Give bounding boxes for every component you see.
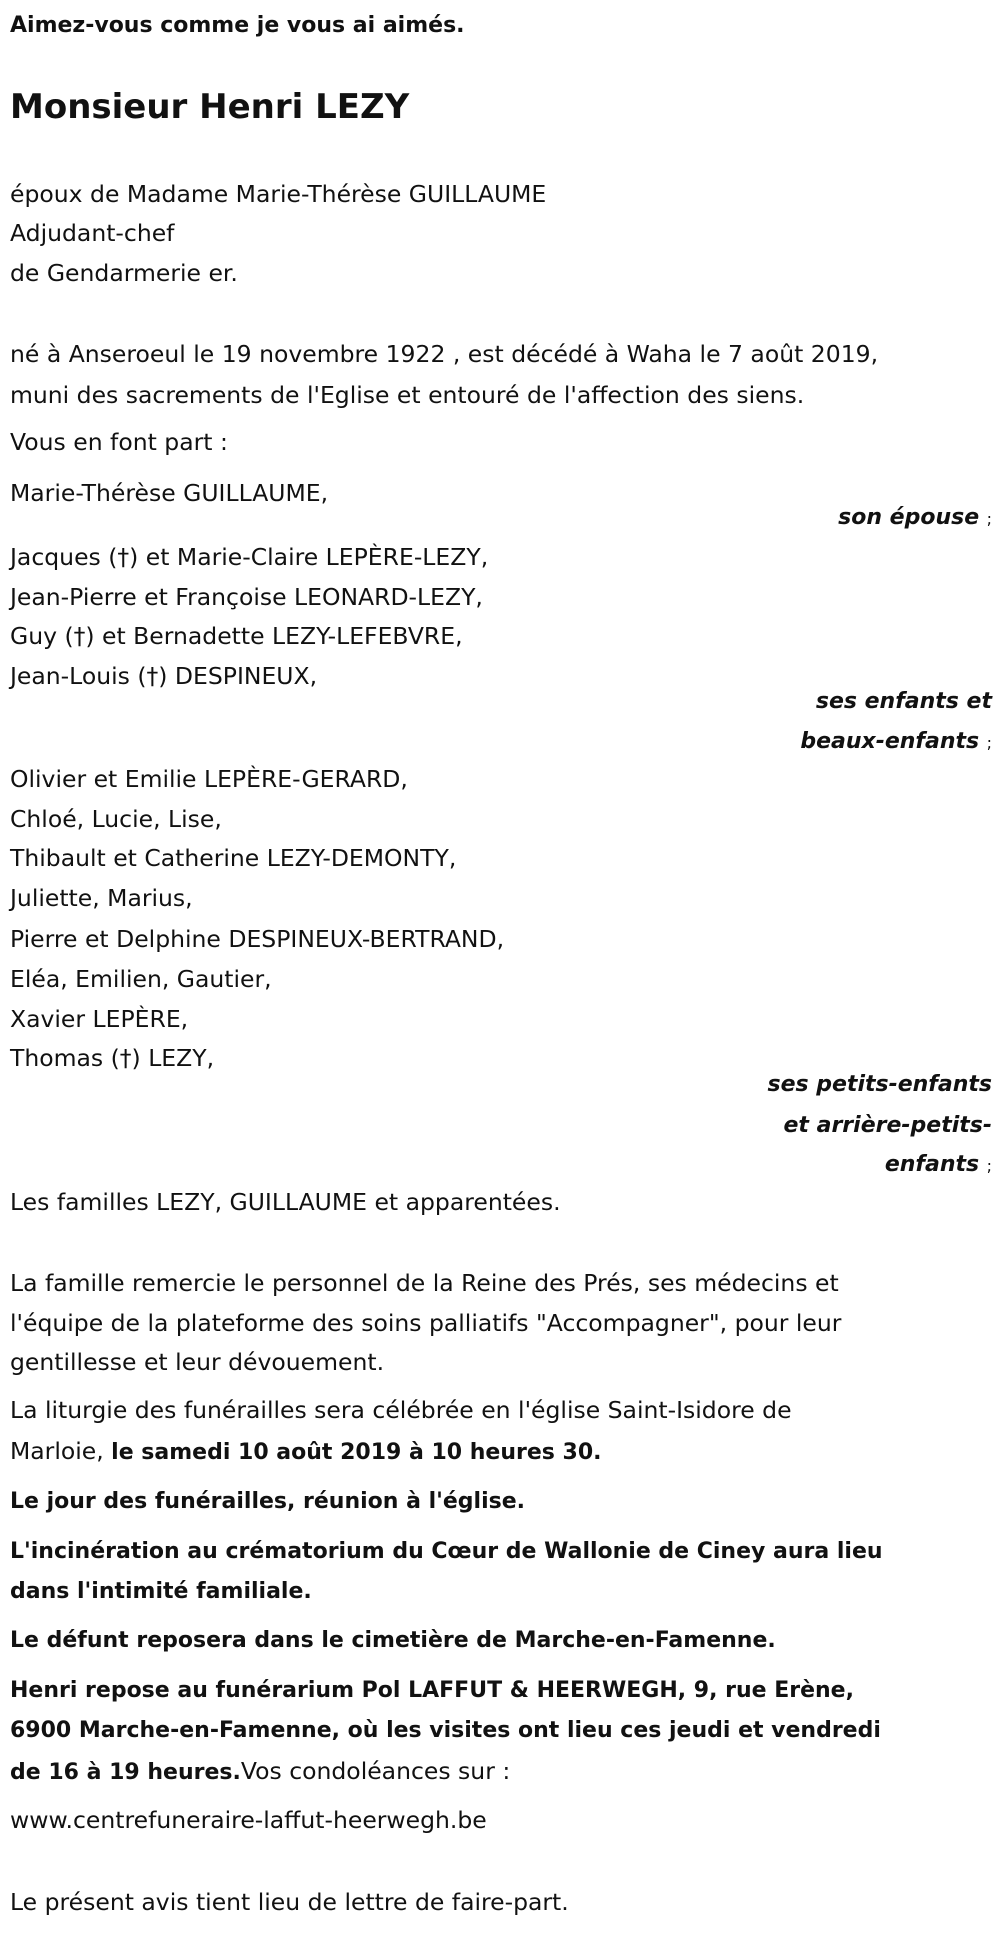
birth-death-line: né à Anseroeul le 19 novembre 1922 , est décédé à Waha le 7 août 2019, bbox=[10, 340, 879, 368]
visit-line: de 16 à 19 heures.Vos condoléances sur : bbox=[10, 1757, 511, 1785]
thanks-line: La famille remercie le personnel de la Reine des Prés, ses médecins et bbox=[10, 1269, 839, 1297]
deceased-name: Monsieur Henri LEZY bbox=[10, 87, 410, 127]
child-name: Guy (†) et Bernadette LEZY-LEFEBVRE, bbox=[10, 622, 463, 650]
relation-label: son épouse ; bbox=[838, 505, 992, 530]
grandchild-name: Thibault et Catherine LEZY-DEMONTY, bbox=[10, 844, 457, 872]
burial: Le défunt reposera dans le cimetière de Marche-en-Famenne. bbox=[10, 1628, 776, 1653]
liturgy-line: Marloie, le samedi 10 août 2019 à 10 heures 30. bbox=[10, 1437, 602, 1465]
intro-line: époux de Madame Marie-Thérèse GUILLAUME bbox=[10, 180, 547, 208]
relation-label: beaux-enfants ; bbox=[800, 729, 992, 754]
grandchild-name: Chloé, Lucie, Lise, bbox=[10, 805, 222, 833]
grandchild-name: Olivier et Emilie LEPÈRE-GERARD, bbox=[10, 765, 408, 793]
cremation-line: L'incinération au crématorium du Cœur de Wallonie de Ciney aura lieu bbox=[10, 1539, 883, 1564]
cremation-line: dans l'intimité familiale. bbox=[10, 1579, 312, 1604]
child-name: Jacques (†) et Marie-Claire LEPÈRE-LEZY, bbox=[10, 543, 489, 571]
families: Les familles LEZY, GUILLAUME et apparentées. bbox=[10, 1188, 561, 1216]
birth-death-line: muni des sacrements de l'Eglise et entouré de l'affection des siens. bbox=[10, 381, 805, 409]
grandchild-name: Juliette, Marius, bbox=[10, 884, 193, 912]
grandchild-name: Thomas (†) LEZY, bbox=[10, 1044, 215, 1072]
relation-label: enfants ; bbox=[884, 1152, 992, 1177]
thanks-line: gentillesse et leur dévouement. bbox=[10, 1348, 385, 1376]
closing: Le présent avis tient lieu de lettre de faire-part. bbox=[10, 1888, 569, 1916]
intro-line: de Gendarmerie er. bbox=[10, 259, 238, 287]
relation-label: ses enfants et bbox=[815, 689, 992, 714]
epigraph: Aimez-vous comme je vous ai aimés. bbox=[10, 13, 465, 38]
grandchild-name: Pierre et Delphine DESPINEUX-BERTRAND, bbox=[10, 925, 505, 953]
relation-label: et arrière-petits- bbox=[783, 1113, 992, 1138]
child-name: Jean-Louis (†) DESPINEUX, bbox=[10, 662, 318, 690]
grandchild-name: Xavier LEPÈRE, bbox=[10, 1005, 189, 1033]
meeting: Le jour des funérailles, réunion à l'église. bbox=[10, 1489, 525, 1514]
visit-line: Henri repose au funérarium Pol LAFFUT & HEERWEGH, 9, rue Erène, bbox=[10, 1678, 854, 1703]
child-name: Jean-Pierre et Françoise LEONARD-LEZY, bbox=[10, 583, 483, 611]
intro-line: Adjudant-chef bbox=[10, 219, 175, 247]
visit-line: 6900 Marche-en-Famenne, où les visites ont lieu ces jeudi et vendredi bbox=[10, 1718, 881, 1743]
relation-label: ses petits-enfants bbox=[767, 1072, 992, 1097]
thanks-line: l'équipe de la plateforme des soins palliatifs "Accompagner", pour leur bbox=[10, 1309, 842, 1337]
announce: Vous en font part : bbox=[10, 428, 228, 456]
website-link[interactable]: www.centrefuneraire-laffut-heerwegh.be bbox=[10, 1806, 487, 1834]
liturgy-line: La liturgie des funérailles sera célébrée en l'église Saint-Isidore de bbox=[10, 1396, 792, 1424]
spouse-name: Marie-Thérèse GUILLAUME, bbox=[10, 479, 329, 507]
grandchild-name: Eléa, Emilien, Gautier, bbox=[10, 965, 272, 993]
